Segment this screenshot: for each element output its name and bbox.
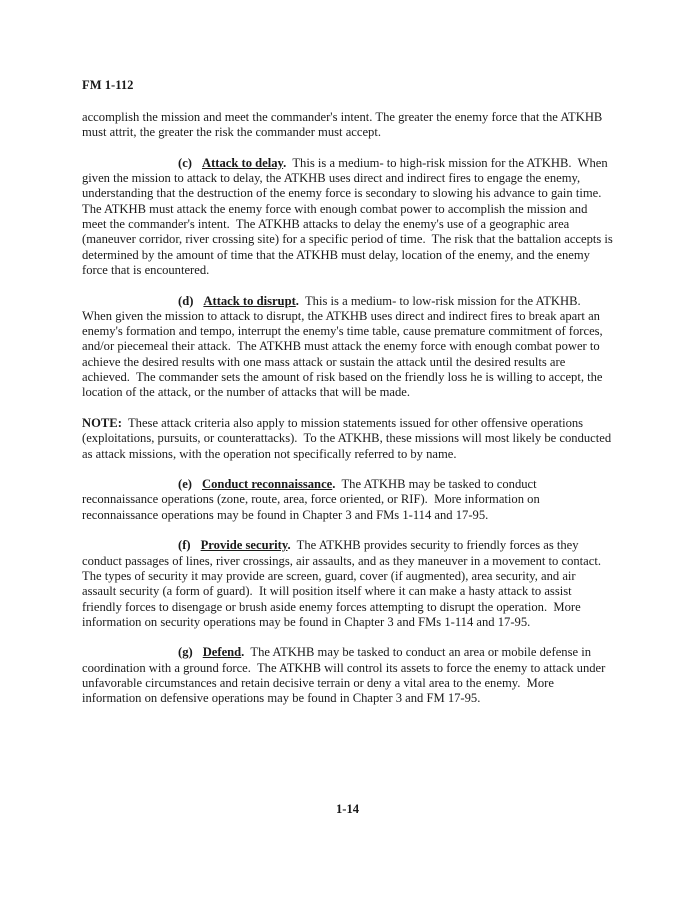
- paragraph-label: (f): [178, 538, 191, 553]
- paragraph-title: Attack to delay: [201, 155, 284, 170]
- paragraph-defend: [82, 645, 613, 706]
- note-paragraph: [82, 416, 613, 462]
- paragraph-conduct-reconnaissance: [82, 477, 613, 523]
- paragraph-label: (c): [178, 155, 192, 170]
- paragraph-label: (d): [178, 293, 194, 308]
- paragraph-title-punct: .: [332, 477, 336, 492]
- note-text: These attack criteria also apply to mission statements issued for other offensive operations (exploitations, pursuits, or counterattacks). To the ATKHB, these missions will most likely be conducted as attack missions, with the operation not specifically referred to by name.: [82, 415, 615, 461]
- paragraph-title-punct: .: [287, 538, 291, 553]
- paragraph-title: Provide security: [200, 538, 288, 553]
- intro-paragraph: accomplish the mission and meet the commander's intent. The greater the enemy force that the ATKHB must attrit, the greater the risk the commander must accept.: [82, 110, 603, 140]
- paragraph-title: Conduct reconnaissance: [201, 477, 333, 492]
- paragraph-text: The ATKHB provides security to friendly forces as they conduct passages of lines, river crossings, air assaults, and as they maneuver in a movement to contact. The types of security it may provide are screen, guard, cover (if augmented), area security, and air assault security (a form of guard). It will position itself where it can make a hasty attack to assist friendly forces to disengage or brush aside enemy forces attempting to disrupt the operation. More information on security operations may be found in Chapter 3 and FMs 1-114 and 17-95.: [82, 538, 608, 629]
- paragraph-title-punct: .: [283, 155, 287, 170]
- doc-header: FM 1-112: [82, 78, 134, 92]
- paragraph-text: The ATKHB may be tasked to conduct an area or mobile defense in coordination with a ground force. The ATKHB will control its assets to force the enemy to attack under unfavorable circumstances and retain decisive terrain or deny a vital area to the enemy. More information on defensive operations may be found in Chapter 3 and FM 17-95.: [82, 645, 609, 706]
- paragraph-text: The ATKHB may be tasked to conduct reconnaissance operations (zone, route, area, force oriented, or RIF). More information on reconnaissance operations may be found in Chapter 3 and FMs 1-114 and 17-95.: [82, 477, 543, 522]
- paragraph-attack-to-disrupt: [82, 294, 613, 401]
- paragraph-provide-security: [82, 538, 613, 630]
- paragraph-title-punct: .: [241, 645, 245, 660]
- page-number: 1-14: [335, 802, 360, 816]
- paragraph-label: (g): [178, 645, 193, 660]
- note-label: NOTE:: [82, 415, 122, 430]
- paragraph-label: (e): [178, 477, 192, 492]
- paragraph-text: This is a medium- to low-risk mission for the ATKHB. When given the mission to attack to disrupt, the ATKHB uses direct and indirect fires to break apart an enemy's formation and tempo, interrupt the enemy's time table, cause premature commitment of forces, and/or piecemeal their attack. The ATKHB must attack the enemy force with enough combat power to achieve the desired results with one mass attack or sustain the attack until the desired results are achieved. The commander sets the amount of risk based on the friendly loss he is willing to accept, the location of the attack, or the number of attacks that will be made.: [82, 293, 606, 400]
- paragraph-attack-to-delay: [82, 155, 616, 278]
- paragraph-title-punct: .: [295, 293, 299, 308]
- paragraph-title: Defend: [202, 645, 242, 660]
- paragraph-title: Attack to disrupt: [203, 293, 296, 308]
- document-body: [82, 110, 616, 722]
- paragraph-text: This is a medium- to high-risk mission for the ATKHB. When given the mission to attack to delay, the ATKHB uses direct and indirect fires to engage the enemy, understanding that the destruction of the enemy force is secondary to slowing his advance to gain time. The ATKHB must attack the enemy force with enough combat power to accomplish the mission and meet the commander's intent. The ATKHB attacks to delay the enemy's use of a geographic area (maneuver corridor, river crossing site) for a specific period of time. The risk that the battalion accepts is determined by the amount of time that the ATKHB must delay, location of the enemy, and the enemy force that is encountered.: [82, 155, 616, 277]
